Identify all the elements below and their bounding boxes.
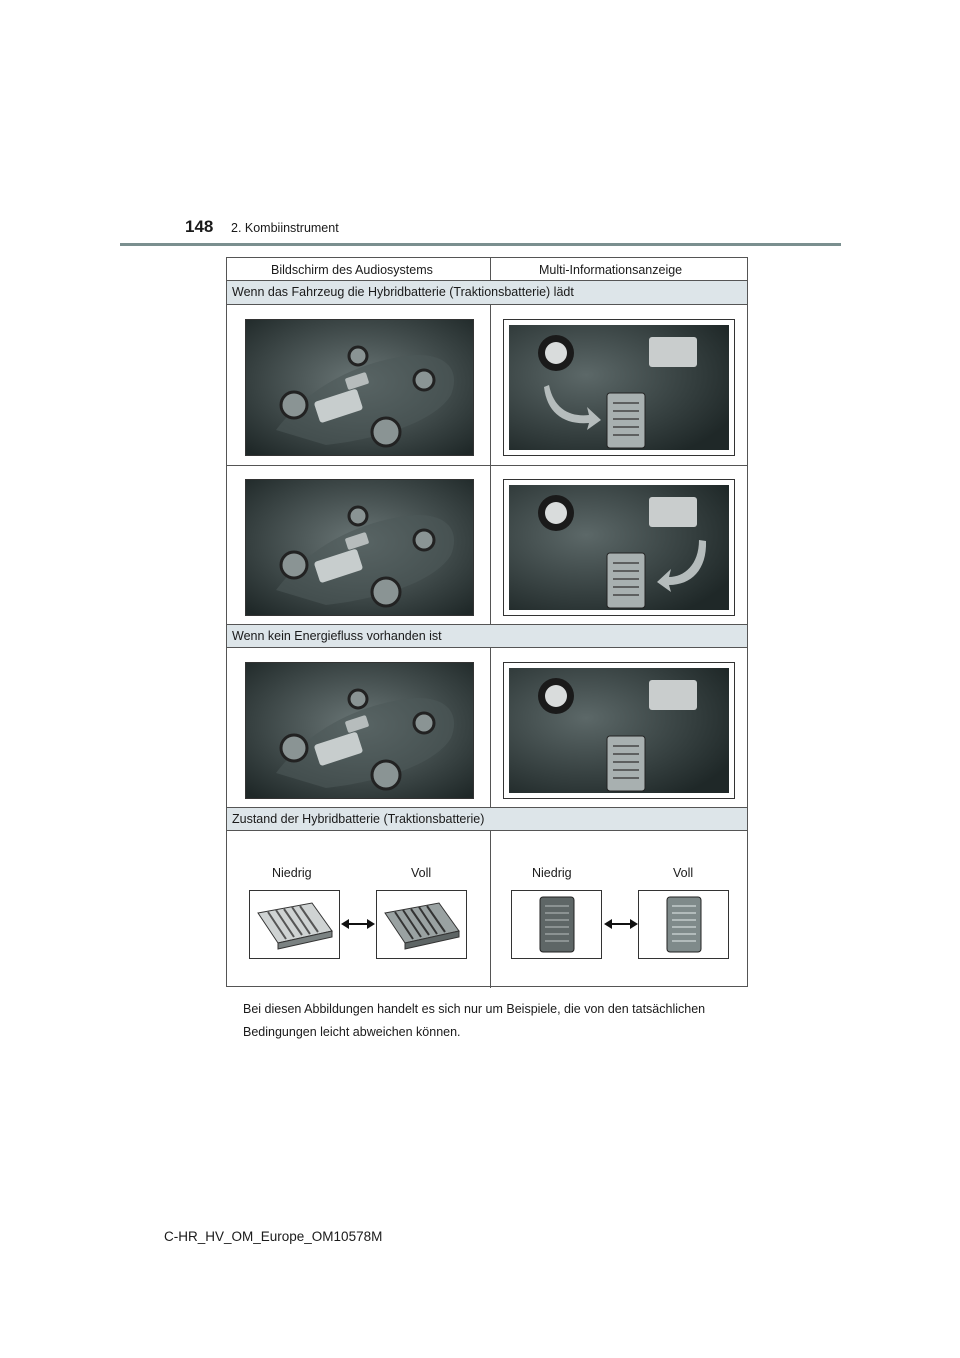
battery-icon xyxy=(250,891,339,958)
column-header-multi-info: Multi-Informationsanzeige xyxy=(539,263,683,277)
double-arrow-icon xyxy=(604,917,638,931)
section-title: 2. Kombiinstrument xyxy=(231,221,339,235)
document-id: C-HR_HV_OM_Europe_OM10578M xyxy=(164,1229,383,1244)
divider xyxy=(227,465,747,466)
engine-to-battery-flow xyxy=(509,485,729,610)
car-energy-illustration xyxy=(246,480,474,616)
car-energy-illustration xyxy=(246,320,474,456)
divider xyxy=(490,647,491,807)
divider xyxy=(490,258,491,280)
disclaimer-note: Bei diesen Abbildungen handelt es sich nur um Beispiele, die von den tatsächlichen Bedingungen leicht abweichen können. xyxy=(243,1002,706,1039)
double-arrow-icon xyxy=(341,917,375,931)
audio-screen-charging-1 xyxy=(245,319,474,456)
divider xyxy=(227,647,747,648)
car-energy-illustration xyxy=(246,663,474,799)
mid-battery-low xyxy=(511,890,602,959)
column-header-audio: Bildschirm des Audiosystems xyxy=(271,263,433,277)
mid-screen-charging-2 xyxy=(503,479,735,616)
mid-label-low: Niedrig xyxy=(532,866,572,880)
mid-screen-charging-1 xyxy=(503,319,735,456)
battery-icon xyxy=(377,891,466,958)
divider xyxy=(227,830,747,831)
divider xyxy=(490,830,491,988)
mid-label-full: Voll xyxy=(673,866,694,880)
section-label-battery: Zustand der Hybridbatterie (Traktionsbatterie) xyxy=(232,812,485,826)
engine-to-battery-flow xyxy=(509,325,729,450)
section-label-no-flow: Wenn kein Energiefluss vorhanden ist xyxy=(232,629,442,643)
header-rule xyxy=(120,243,841,246)
section-label-charging: Wenn das Fahrzeug die Hybridbatterie (Traktionsbatterie) lädt xyxy=(232,285,574,299)
section-band-battery xyxy=(227,808,747,830)
audio-screen-charging-2 xyxy=(245,479,474,616)
battery-icon xyxy=(512,891,601,958)
idle-energy-display xyxy=(509,668,729,793)
audio-battery-full xyxy=(376,890,467,959)
audio-label-low: Niedrig xyxy=(272,866,312,880)
divider xyxy=(227,304,747,305)
mid-screen-no-flow xyxy=(503,662,735,799)
audio-label-full: Voll xyxy=(411,866,432,880)
page-number: 148 xyxy=(185,217,214,236)
audio-screen-no-flow xyxy=(245,662,474,799)
audio-battery-low xyxy=(249,890,340,959)
battery-icon xyxy=(639,891,728,958)
divider xyxy=(490,304,491,624)
section-band-no-flow xyxy=(227,625,747,647)
mid-battery-full xyxy=(638,890,729,959)
energy-flow-table xyxy=(226,257,748,987)
section-band-charging xyxy=(227,281,747,304)
